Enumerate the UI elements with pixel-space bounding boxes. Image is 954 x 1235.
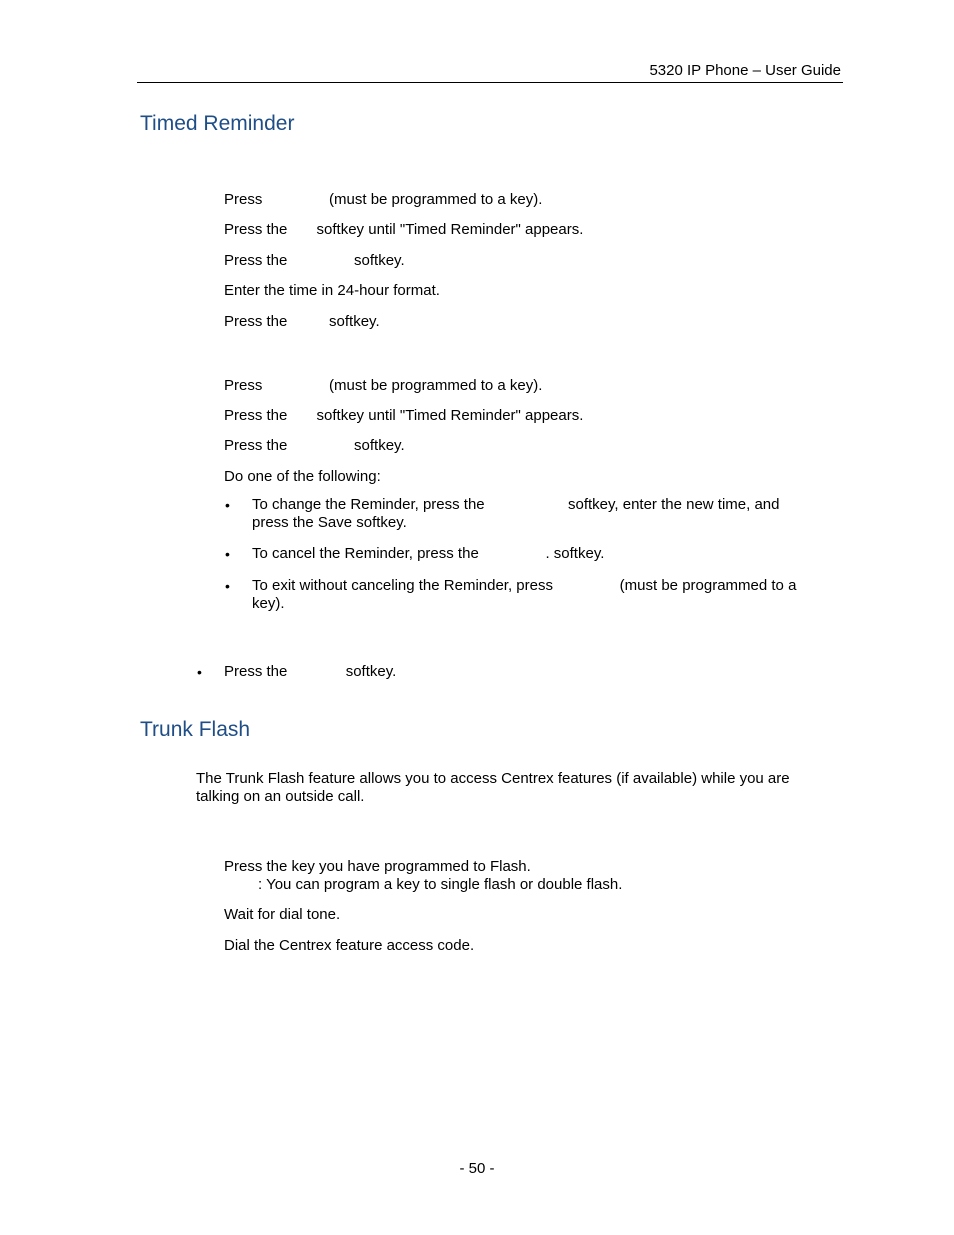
option-text: key). — [252, 595, 285, 612]
page-header — [137, 60, 843, 83]
step-text: Press the softkey until "Timed Reminder" appears. — [224, 407, 584, 424]
note-text — [224, 876, 622, 893]
step-text: Wait for dial tone. — [224, 906, 341, 923]
step-text: Dial the Centrex feature access code. — [224, 937, 475, 954]
intro-text: talking on an outside call. — [196, 788, 365, 805]
note-body: : You can program a key to single flash or double flash. — [258, 876, 623, 893]
bullet-icon: • — [197, 664, 202, 680]
option-text: To cancel the Reminder, press the . softkey. — [252, 545, 605, 562]
step-text: Press the softkey. — [224, 252, 405, 269]
section-heading-timed-reminder: Timed Reminder — [140, 112, 295, 135]
bullet-icon: • — [225, 546, 230, 562]
step-text: Press (must be programmed to a key). — [224, 377, 543, 394]
option-text: press the Save softkey. — [252, 514, 407, 531]
bullet-icon: • — [225, 497, 230, 513]
option-text: To change the Reminder, press the softkey, enter the new time, and — [252, 496, 780, 513]
step-text: Press the softkey. — [224, 437, 405, 454]
step-text: Press the key you have programmed to Flash. — [224, 858, 531, 875]
step-text: Press the softkey until "Timed Reminder" appears. — [224, 221, 584, 238]
section-heading-trunk-flash: Trunk Flash — [140, 718, 251, 741]
step-text: Press the softkey. — [224, 663, 397, 680]
bullet-icon: • — [225, 578, 230, 594]
option-text: To exit without canceling the Reminder, press (must be programmed to a — [252, 577, 797, 594]
step-text: Do one of the following: — [224, 468, 381, 485]
header-title: 5320 IP Phone – User Guide — [649, 62, 841, 79]
step-text: Enter the time in 24-hour format. — [224, 282, 440, 299]
intro-text: The Trunk Flash feature allows you to access Centrex features (if available) while you are — [196, 770, 790, 787]
step-text: Press the softkey. — [224, 313, 380, 330]
page-number: - 50 - — [459, 1160, 495, 1177]
step-text: Press (must be programmed to a key). — [224, 191, 543, 208]
